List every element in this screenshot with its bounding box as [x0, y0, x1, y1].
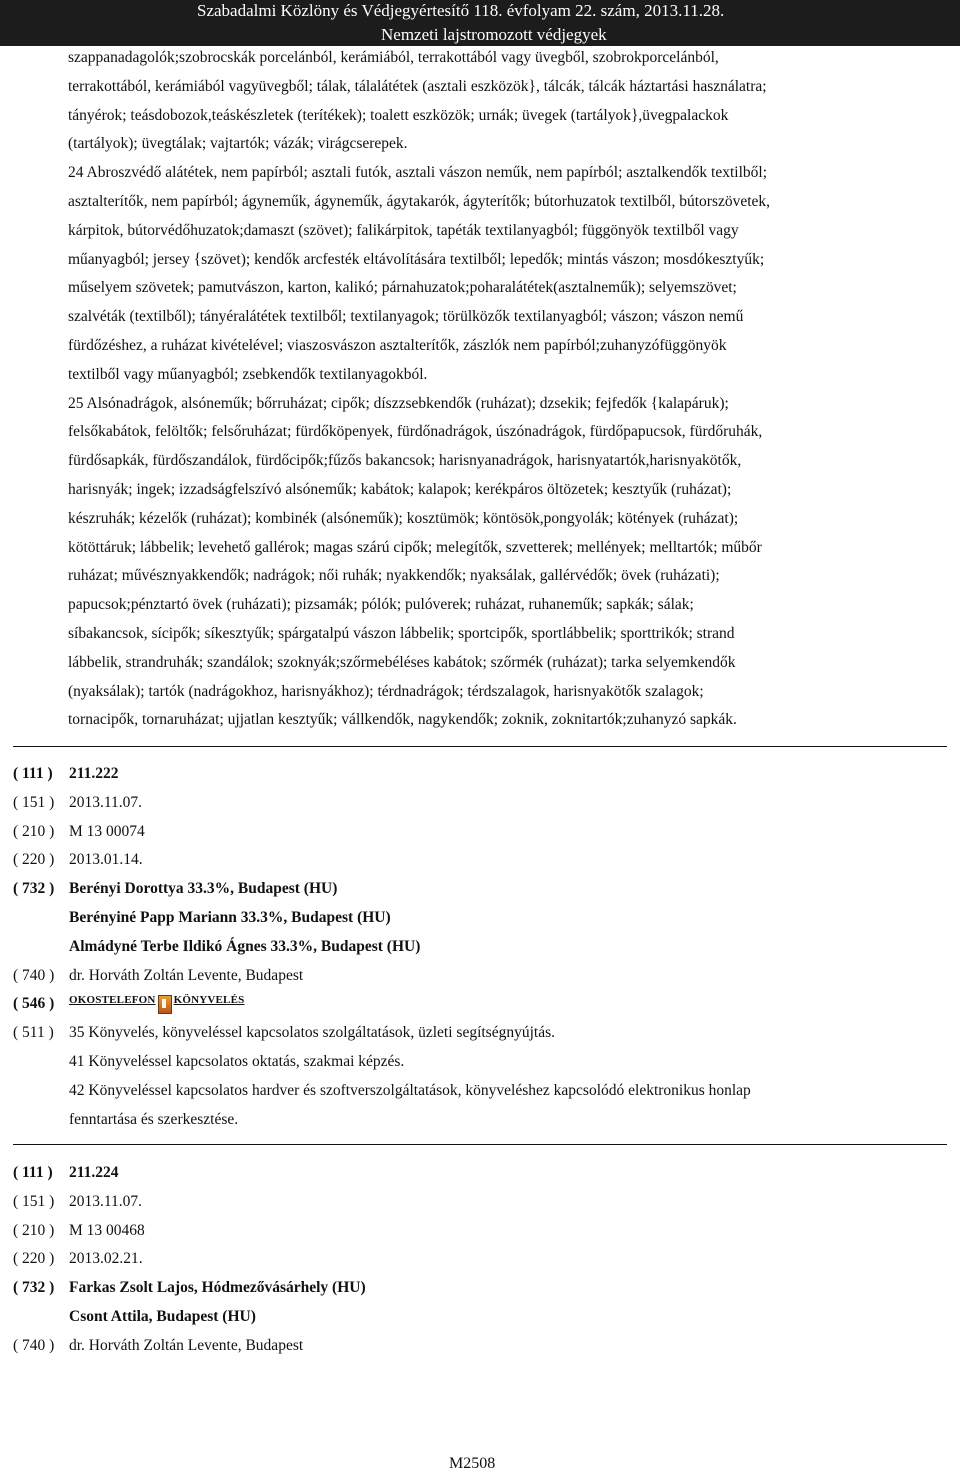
text-line: fürdőzéshez, a ruházat kivételével; viaszosvászon asztalterítők, zászlók nem papírból;zuhanyzófüggönyök	[68, 336, 727, 354]
journal-title: Szabadalmi Közlöny és Védjegyértesítő 118. évfolyam 22. szám, 2013.11.28.	[197, 1, 725, 20]
class-line: 41 Könyveléssel kapcsolatos oktatás, szakmai képzés.	[69, 1052, 405, 1070]
text-line: kötöttáruk; lábbelik; levehető gallérok; magas szárú cipők; melegítők, szvetterek; mellények; melltartók; műbőr	[68, 538, 762, 556]
field-code: ( 732 )	[13, 880, 55, 898]
field-code: ( 511 )	[13, 1024, 54, 1042]
field-111	[13, 1159, 947, 1188]
record-separator	[13, 1144, 947, 1145]
registration-number: 211.222	[69, 765, 119, 782]
holder-name: Berényi Dorottya 33.3%, Budapest (HU)	[69, 880, 338, 898]
holder-name: Almádyné Terbe Ildikó Ágnes 33.3%, Budapest (HU)	[69, 937, 421, 955]
text-line: műanyagból; jersey {szövet); kendők arcfesték eltávolítására textilből; lepedők; mintás vászon; mosdókesztyűk;	[68, 250, 765, 268]
field-code: ( 740 )	[13, 966, 55, 984]
field-220	[13, 1245, 947, 1274]
application-number: M 13 00074	[69, 822, 145, 840]
text-line: műselyem szövetek; pamutvászon, karton, kalikó; párnahuzatok;poharalátétek(asztalneműk); selyemszövet;	[68, 279, 737, 297]
holder-name: Berényiné Papp Mariann 33.3%, Budapest (HU)	[69, 908, 391, 926]
holder-row	[13, 904, 947, 933]
field-210	[13, 818, 947, 847]
section-title: Nemzeti lajstromozott védjegyek	[381, 25, 607, 44]
text-line: készruhák; kézelők (ruházat); kombinék (alsóneműk); kosztümök; köntösök,pongyolák; kötények (ruházat);	[68, 509, 739, 527]
representative: dr. Horváth Zoltán Levente, Budapest	[69, 1336, 304, 1354]
text-line: tányérok; teásdobozok,teáskészletek (terítékek); toalett eszközök; urnák; üvegek (tartályok},üvegpalackok	[68, 106, 729, 124]
holder-row	[13, 1303, 947, 1332]
field-220	[13, 846, 947, 875]
field-code: ( 210 )	[13, 1221, 55, 1239]
text-line: ruházat; művésznyakkendők; nadrágok; női ruhák; nyakkendők; nyaksálak, gallérvédők; övek (ruházati);	[68, 567, 720, 585]
logo-text-right: KÖNYVELÉS	[173, 993, 245, 1006]
class-row	[13, 1048, 947, 1077]
text-line: harisnyák; ingek; izzadságfelszívó alsóneműk; kabátok; kalapok; kerékpáros öltözetek; kesztyűk (ruházat);	[68, 480, 732, 498]
text-line: kárpitok, bútorvédőhuzatok;damaszt (szövet); falikárpitok, tapéták textilanyagból; függönyök textilből vagy	[68, 221, 739, 239]
field-code: ( 732 )	[13, 1279, 55, 1297]
field-code: ( 151 )	[13, 1192, 55, 1210]
page-header	[0, 0, 960, 46]
text-line: 25 Alsónadrágok, alsóneműk; bőrruházat; cipők; díszzsebkendők (ruházat); dzsekik; fejfedők {kalapáruk);	[68, 394, 729, 412]
registration-date: 2013.11.07.	[69, 1192, 143, 1210]
trademark-logo	[69, 992, 244, 1014]
field-code: ( 210 )	[13, 822, 55, 840]
filing-date: 2013.02.21.	[69, 1250, 143, 1268]
class-row	[13, 1106, 947, 1135]
trademark-record	[13, 760, 947, 1134]
field-code: ( 111 )	[13, 765, 53, 782]
class-line: 35 Könyvelés, könyveléssel kapcsolatos szolgáltatások, üzleti segítségnyújtás.	[69, 1024, 555, 1042]
registration-number: 211.224	[69, 1164, 119, 1181]
text-line: 24 Abroszvédő alátétek, nem papírból; asztali futók, asztali vászon neműk, nem papírból; asztalkendők textilből;	[68, 164, 768, 182]
holder-row	[13, 933, 947, 962]
field-code: ( 220 )	[13, 851, 55, 869]
field-code: ( 546 )	[13, 995, 55, 1013]
book-icon	[158, 995, 172, 1014]
field-740	[13, 1332, 947, 1361]
field-151	[13, 1188, 947, 1217]
text-line: asztalterítők, nem papírból; ágyneműk, ágyneműk, ágytakarók, ágyterítők; bútorhuzatok textilből, bútorszövetek,	[68, 192, 771, 210]
page-number: M2508	[449, 1455, 496, 1472]
text-line: tornacipők, tornaruházat; ujjatlan kesztyűk; vállkendők, nagykendők; zoknik, zoknitartók;zuhanyzó sapkák.	[68, 711, 737, 729]
application-number: M 13 00468	[69, 1221, 145, 1239]
field-111	[13, 760, 947, 789]
record-separator	[13, 746, 947, 747]
text-line: lábbelik, strandruhák; szandálok; szoknyák;szőrmebéléses kabátok; szőrmék (ruházat); tarka selyemkendők	[68, 653, 736, 671]
field-151	[13, 789, 947, 818]
class-line: 42 Könyveléssel kapcsolatos hardver és szoftverszolgáltatások, könyveléshez kapcsolódó elektronikus honlap	[69, 1081, 751, 1099]
trademark-record	[13, 1159, 947, 1361]
text-line: szalvéták (textilből); tányéralátétek textilből; textilanyagok; törülközők textilanyagból; vászon; vászon nemű	[68, 308, 744, 326]
text-line: terrakottából, kerámiából vagyüvegből; tálak, tálalátétek (asztali eszközök}, tálcák, tálcák háztartási használatra;	[68, 77, 767, 95]
field-code: ( 151 )	[13, 793, 55, 811]
field-511	[13, 1019, 947, 1048]
field-210	[13, 1217, 947, 1246]
holder-name: Csont Attila, Budapest (HU)	[69, 1307, 256, 1325]
field-code: ( 220 )	[13, 1250, 55, 1268]
text-line: síbakancsok, sícipők; síkesztyűk; spárgatalpú vászon lábbelik; sportcipők, sportlábbelik; sporttrikók; strand	[68, 624, 735, 642]
class-row	[13, 1077, 947, 1106]
registration-date: 2013.11.07.	[69, 793, 143, 811]
text-line: fürdősapkák, fürdőszandálok, fürdőcipők;fűzős bakancsok; harisnyanadrágok, harisnyatartók,harisnyakötők,	[68, 452, 742, 470]
text-line: papucsok;pénztartó övek (ruházati); pizsamák; pólók; pulóverek; ruházat, ruhaneműk; sapkák; sálak;	[68, 596, 694, 614]
text-line: szappanadagolók;szobrocskák porcelánból, kerámiából, terrakottából vagy üvegből, szobrokporcelánból,	[68, 49, 719, 66]
holder-name: Farkas Zsolt Lajos, Hódmezővásárhely (HU)	[69, 1279, 366, 1297]
logo-text-left: OKOSTELEFON	[69, 993, 156, 1006]
field-code: ( 740 )	[13, 1336, 55, 1354]
continuation-text	[68, 44, 948, 735]
text-line: textilből vagy műanyagból; zsebkendők textilanyagokból.	[68, 365, 428, 383]
text-line: (tartályok); üvegtálak; vajtartók; vázák; virágcserepek.	[68, 135, 408, 153]
filing-date: 2013.01.14.	[69, 851, 143, 869]
field-732	[13, 875, 947, 904]
field-546	[13, 990, 947, 1019]
class-line: fenntartása és szerkesztése.	[69, 1110, 239, 1128]
field-code: ( 111 )	[13, 1164, 53, 1181]
representative: dr. Horváth Zoltán Levente, Budapest	[69, 966, 304, 984]
field-732	[13, 1274, 947, 1303]
text-line: felsőkabátok, felöltők; felsőruházat; fürdőköpenyek, fürdőnadrágok, úszónadrágok, fürdőpapucsok, fürdőruhák,	[68, 423, 763, 441]
text-line: (nyaksálak); tartók (nadrágokhoz, harisnyákhoz); térdnadrágok; térdszalagok, harisnyakötők szalagok;	[68, 682, 704, 700]
